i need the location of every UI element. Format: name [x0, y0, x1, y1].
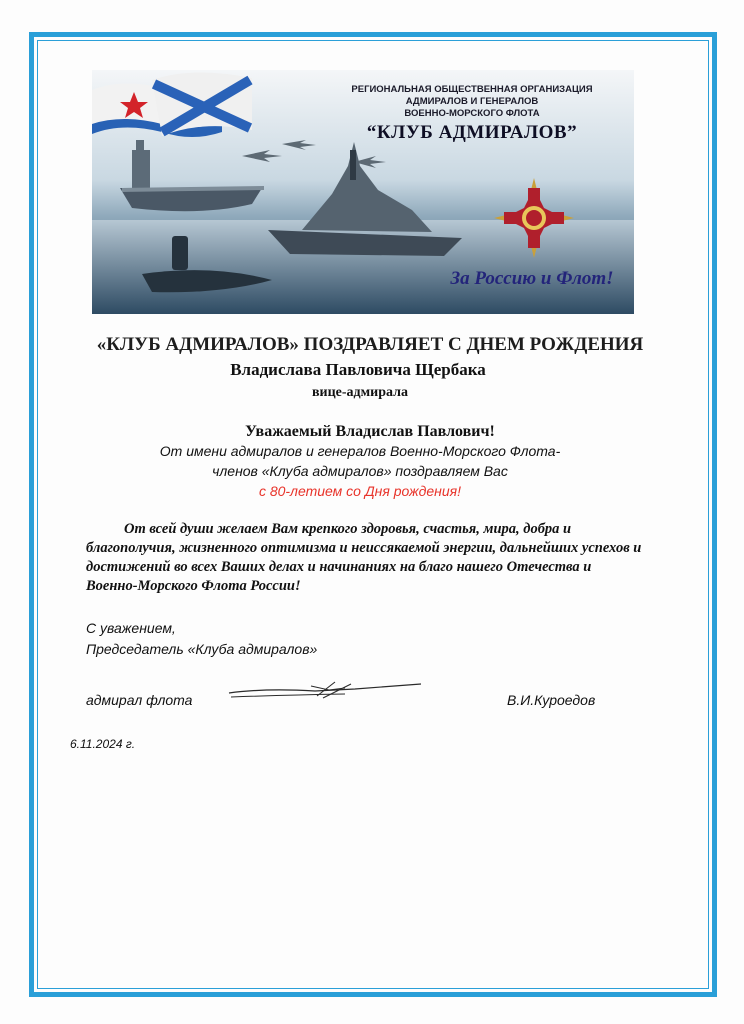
recipient-rank: вице-адмирала: [311, 385, 409, 400]
letter-headline: «КЛУБ АДМИРАЛОВ» ПОЗДРАВЛЯЕТ С ДНЕМ РОЖДЕНИЯ: [96, 334, 644, 355]
closing-regards: С уважением,: [86, 620, 176, 636]
org-line-1: РЕГИОНАЛЬНАЯ ОБЩЕСТВЕННАЯ ОРГАНИЗАЦИЯ: [351, 84, 593, 95]
org-line-3: ВОЕННО-МОРСКОГО ФЛОТА: [404, 108, 540, 119]
org-line-2: АДМИРАЛОВ И ГЕНЕРАЛОВ: [405, 96, 539, 107]
closing-block: [86, 618, 486, 660]
intro-line-2: членов «Клуба адмиралов» поздравляем Вас: [212, 463, 508, 479]
salutation: Уважаемый Владислав Павлович!: [245, 423, 495, 440]
intro-paragraph: [100, 441, 620, 501]
intro-line-1: От имени адмиралов и генералов Военно-Морского Флота-: [159, 443, 561, 459]
recipient-name: Владислава Павловича Щербака: [230, 360, 486, 379]
handwritten-signature: [225, 676, 425, 706]
organization-title: [322, 84, 622, 120]
st-andrew-flag-icon: [152, 72, 252, 136]
letter-date: 6.11.2024 г.: [70, 737, 136, 751]
signer-rank: адмирал флота: [86, 692, 193, 708]
signer-name: В.И.Куроедов: [507, 692, 596, 708]
closing-title: Председатель «Клуба адмиралов»: [86, 641, 318, 657]
header-banner: [92, 70, 634, 314]
wishes-paragraph: От всей души желаем Вам крепкого здоровья, счастья, мира, добра и благополучия, жизненного оптимизма и неиссякаемой энергии, дальнейших успехов и достижений во всех Ваших делах и начинаниях на благо нашего Отечества и Военно-Морского Флота России!: [86, 521, 642, 594]
club-name: “КЛУБ АДМИРАЛОВ”: [366, 122, 578, 143]
banner-motto: За Россию и Флот!: [450, 268, 614, 289]
anniversary-line: с 80-летием со Дня рождения!: [258, 483, 462, 499]
